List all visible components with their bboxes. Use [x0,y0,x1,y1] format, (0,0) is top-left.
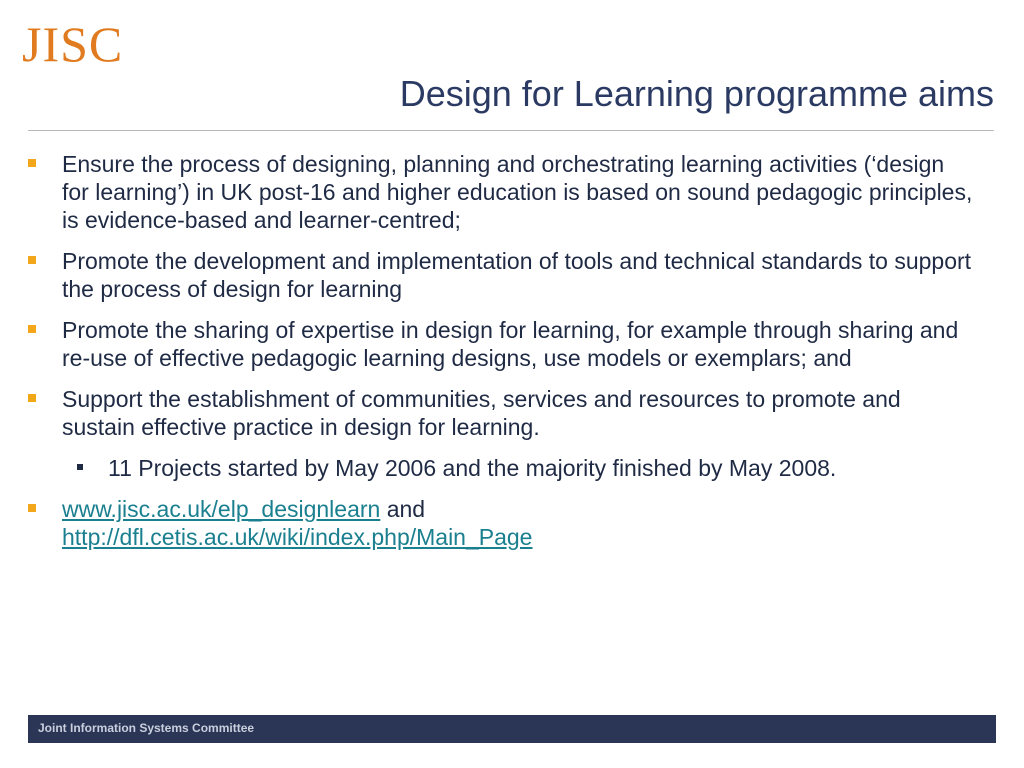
footer-text: Joint Information Systems Committee [38,721,255,735]
jisc-designlearn-link[interactable]: www.jisc.ac.uk/elp_designlearn [62,496,381,522]
bullet-item [26,385,976,482]
sub-bullet-text: 11 Projects started by May 2006 and the majority finished by May 2008. [108,455,837,481]
square-sub-bullet-icon [77,464,83,470]
link-joiner-text: and [380,496,426,522]
bullet-item-links [26,495,976,551]
square-bullet-icon [28,504,36,512]
bullet-item [26,150,976,234]
bullet-text: Ensure the process of designing, planning and orchestrating learning activities (‘design for learning’) in UK post-16 and higher education is based on sound pedagogic principles, is evidence-based and learner-centred; [62,151,973,233]
square-bullet-icon [28,394,36,402]
square-bullet-icon [28,256,36,264]
footer-bar [28,715,996,743]
slide-body [26,150,976,564]
bullet-item [26,247,976,303]
square-bullet-icon [28,159,36,167]
jisc-logo: JISC [22,16,124,72]
sub-bullet-item [62,454,976,482]
bullet-text: Support the establishment of communities, services and resources to promote and sustain effective practice in design for learning. [62,386,901,440]
title-divider [28,130,994,131]
bullet-text: Promote the sharing of expertise in design for learning, for example through sharing and re-use of effective pedagogic learning designs, use models or exemplars; and [62,317,959,371]
bullet-text: Promote the development and implementation of tools and technical standards to support the process of design for learning [62,248,972,302]
sub-bullet-list [62,454,976,482]
bullet-list [26,150,976,551]
bullet-item [26,316,976,372]
slide-title: Design for Learning programme aims [399,73,994,114]
cetis-wiki-link[interactable]: http://dfl.cetis.ac.uk/wiki/index.php/Main_Page [62,524,533,550]
square-bullet-icon [28,325,36,333]
